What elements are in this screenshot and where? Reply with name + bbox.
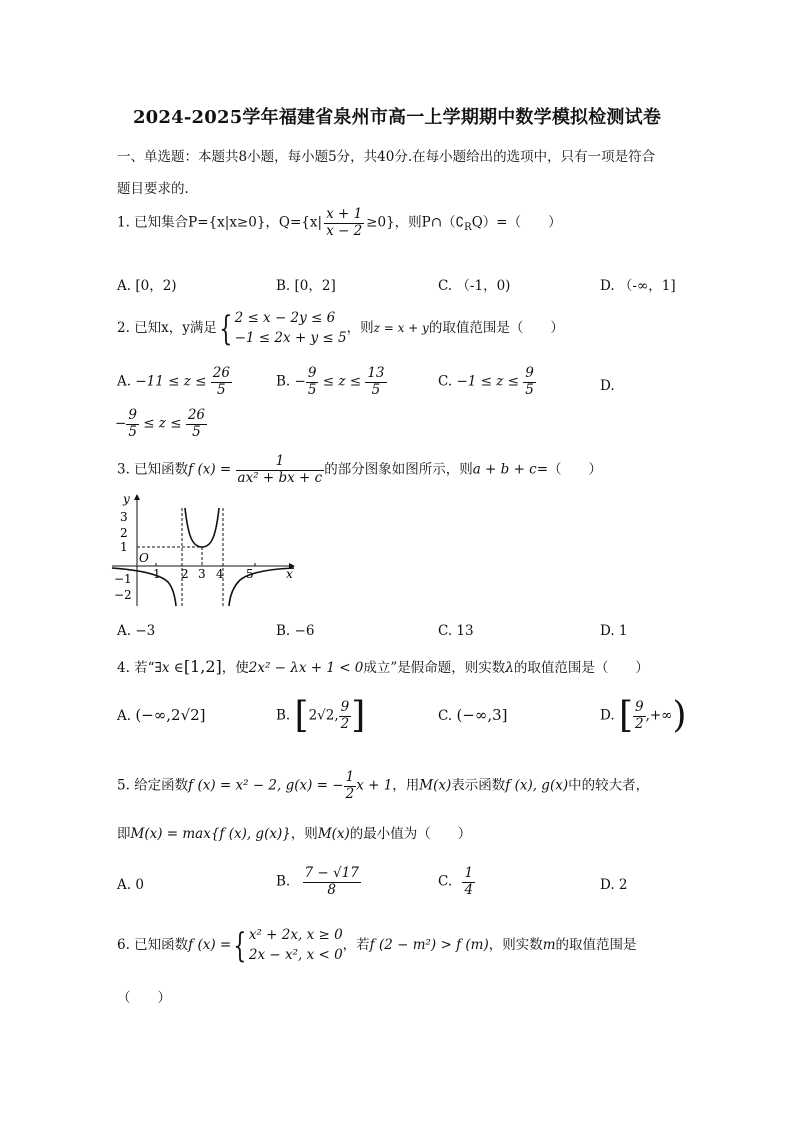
q4-option-d <box>600 695 687 736</box>
q2-option-d-num2: 26 <box>187 407 206 423</box>
q2-option-b <box>276 366 387 398</box>
q4-option-c-label: C. <box>438 708 453 724</box>
q2-expr: z = x + y <box>373 321 429 336</box>
q3-graph <box>110 490 300 610</box>
q5-line2-expr: M(x) = max{f (x), g(x)} <box>130 826 291 842</box>
q2-option-b-num1: 9 <box>307 365 317 381</box>
q2-option-b-num2: 13 <box>367 365 385 381</box>
q4-option-b-label: B. <box>276 707 291 724</box>
q3-y-tick-3: 3 <box>120 510 128 524</box>
q2-option-d-mid: ≤ z ≤ <box>143 415 182 432</box>
q6-case1: x² + 2x, x ≥ 0 <box>248 927 343 943</box>
q6-m: m <box>542 937 556 954</box>
q2-option-b-frac1 <box>306 366 319 398</box>
q3-suffix: 的部分图象如图所示，则 <box>324 461 473 478</box>
q4-option-b-lbracket: [ <box>294 695 309 736</box>
q4-lambda: λ <box>505 660 514 676</box>
q1-suffix: ≥0}，则P∩（∁ <box>366 214 465 231</box>
q1-fraction-num: x + 1 <box>326 206 363 222</box>
q2-prefix: 2. 已知x，y满足 <box>117 320 217 337</box>
q4-option-a <box>117 706 206 724</box>
q6-prefix: 6. 已知函数 <box>117 937 189 954</box>
section-instructions-line2: 题目要求的. <box>117 181 189 197</box>
q5-option-c-frac <box>462 866 475 898</box>
q1-sub: R <box>464 222 472 234</box>
q5-suffix2: 中的较大者， <box>568 777 650 794</box>
q3-option-a: A. −3 <box>117 623 156 639</box>
q6-case2: 2x − x², x < 0 <box>248 946 343 963</box>
q5-option-b-label: B. <box>276 873 291 890</box>
q3-option-b: B. −6 <box>276 623 315 639</box>
q5-prefix: 5. 给定函数 <box>117 777 189 794</box>
q5-functions: f (x) = x² − 2, g(x) = − <box>188 777 344 794</box>
q5-line2-pre: 即 <box>117 826 131 842</box>
q3-x-tick-1: 1 <box>153 567 161 581</box>
q4-ineq: 2x² − λx + 1 < 0 <box>248 660 364 676</box>
q4-option-b-rbracket: ] <box>351 695 366 736</box>
q3-x-tick-2: 2 <box>181 567 189 581</box>
q6-mid: ，若 <box>342 937 370 954</box>
question-1 <box>117 207 562 239</box>
q2-option-d-pre: − <box>115 415 127 432</box>
q1-option-d: D. （-∞，1] <box>600 278 676 294</box>
q6-suffix: ，则实数 <box>488 937 543 954</box>
q4-suffix: 成立”是假命题，则实数 <box>363 660 506 676</box>
q2-option-a-label: A. <box>117 373 132 390</box>
question-2 <box>117 309 564 348</box>
q4-option-b-pre: 2√2, <box>308 707 339 724</box>
q2-sys-line1: 2 ≤ x − 2y ≤ 6 <box>234 310 336 326</box>
q4-prefix: 4. 若“ <box>117 660 155 676</box>
q2-option-b-mid: ≤ z ≤ <box>322 373 362 390</box>
q3-option-c: C. 13 <box>438 623 474 639</box>
q4-end: 的取值范围是（ ） <box>513 660 649 676</box>
q3-prefix: 3. 已知函数 <box>117 461 189 478</box>
q3-option-d: D. 1 <box>600 623 628 639</box>
question-5-line2 <box>117 822 471 842</box>
q2-option-d-num1: 9 <box>128 407 137 423</box>
q4-option-d-lbracket: [ <box>618 695 633 736</box>
q2-option-a-pre: −11 ≤ z ≤ <box>135 373 207 390</box>
q5-fg: f (x), g(x) <box>505 777 569 794</box>
q4-option-d-post: ,+∞ <box>645 707 673 724</box>
q4-interval: [1,2] <box>183 657 222 676</box>
q3-fraction-num: 1 <box>236 454 325 471</box>
q3-y-tick-2: 2 <box>120 526 128 540</box>
q5-suffix1: 表示函数 <box>451 777 506 794</box>
q3-y-tick-1: 1 <box>120 540 128 554</box>
q5-option-b-den: 8 <box>327 881 336 898</box>
q2-option-a-num: 26 <box>212 365 230 381</box>
q4-option-c-value: (−∞,3] <box>456 706 508 724</box>
q2-option-c-num: 9 <box>525 365 534 381</box>
q3-curve-right <box>229 568 294 606</box>
q2-option-a-den: 5 <box>217 381 226 398</box>
q2-option-d-frac1 <box>126 408 139 440</box>
q5-option-c-num: 1 <box>464 865 474 881</box>
q4-option-b-frac <box>339 700 352 732</box>
q3-y-label: y <box>123 492 130 506</box>
q3-y-tick-neg1: −1 <box>114 572 132 586</box>
q1-option-b: B. [0，2] <box>276 278 336 294</box>
q2-option-c-frac <box>523 366 536 398</box>
q2-option-d-frac2 <box>186 408 207 440</box>
q2-option-c <box>438 366 536 398</box>
q4-option-a-value: (−∞,2√2] <box>135 706 206 724</box>
q4-option-d-frac <box>633 700 646 732</box>
q2-option-d <box>115 408 207 440</box>
section-instructions-line1: 一、单选题：本题共8小题，每小题5分，共40分.在每小题给出的选项中，只有一项是符合 <box>117 149 656 165</box>
q5-mid: ，用 <box>392 777 420 794</box>
q3-x-label: x <box>286 567 293 581</box>
q1-option-c: C. （-1，0) <box>438 278 511 294</box>
q3-end: =（ ） <box>536 461 603 478</box>
q3-expr: a + b + c <box>472 461 537 478</box>
q2-option-d-den2: 5 <box>192 423 201 440</box>
q6-ineq: f (2 − m²) > f (m) <box>369 937 489 954</box>
q5-option-c <box>438 866 475 898</box>
q4-mid: ，使 <box>221 660 249 676</box>
q2-option-d-den1: 5 <box>128 423 137 440</box>
q4-option-d-rparen: ) <box>672 695 687 736</box>
q2-mid: ，则 <box>346 320 374 337</box>
q3-x-tick-3: 3 <box>198 567 206 581</box>
q6-end: 的取值范围是 <box>555 937 637 954</box>
q5-line2-mid: ，则 <box>290 826 318 842</box>
q2-sys-line2: −1 ≤ 2x + y ≤ 5 <box>234 329 347 346</box>
q5-option-b <box>276 866 361 898</box>
question-3 <box>117 454 602 486</box>
q5-option-d: D. 2 <box>600 877 628 893</box>
q4-option-d-label: D. <box>600 707 615 724</box>
q4-option-b <box>276 695 366 736</box>
q2-option-c-pre: −1 ≤ z ≤ <box>456 373 519 390</box>
q3-curve-middle <box>185 508 219 547</box>
q2-option-c-label: C. <box>438 373 453 390</box>
q5-option-b-num: 7 − √17 <box>304 865 359 881</box>
q2-option-b-pre: − <box>294 373 306 390</box>
q4-option-c <box>438 706 508 724</box>
q6-cases <box>249 926 343 965</box>
q2-option-b-frac2 <box>365 366 386 398</box>
q2-option-a <box>117 366 232 398</box>
q4-option-a-label: A. <box>117 708 132 724</box>
q1-fraction <box>324 207 364 239</box>
question-5 <box>117 770 649 802</box>
q3-x-tick-4: 4 <box>216 567 224 581</box>
q6-brace: { <box>233 925 247 966</box>
q2-option-a-frac <box>211 366 232 398</box>
q5-M: M(x) <box>419 777 452 794</box>
q2-suffix: 的取值范围是（ ） <box>428 320 564 337</box>
question-4 <box>117 656 649 676</box>
q5-option-a: A. 0 <box>117 877 144 893</box>
q4-option-b-num: 9 <box>340 698 350 715</box>
q2-option-d-label: D. <box>600 378 615 394</box>
q5-line2-end: 的最小值为（ ） <box>349 826 472 842</box>
q2-option-c-den: 5 <box>525 381 534 398</box>
q2-system <box>235 309 347 348</box>
q1-option-a: A. [0，2) <box>117 278 177 294</box>
q1-fraction-den: x − 2 <box>326 222 363 239</box>
q5-fraction-num: 1 <box>345 769 355 785</box>
q4-option-d-den: 2 <box>634 715 644 732</box>
q1-prefix: 1. 已知集合P={x|x≥0}，Q={x| <box>117 214 323 231</box>
q5-functions-end: x + 1 <box>356 777 393 794</box>
q4-option-b-den: 2 <box>340 715 350 732</box>
q5-option-c-den: 4 <box>464 881 474 898</box>
q5-fraction <box>344 770 357 802</box>
q2-brace: { <box>219 308 233 349</box>
q2-option-b-label: B. <box>276 373 291 390</box>
q5-option-c-label: C. <box>438 873 453 890</box>
q5-option-b-frac <box>303 866 361 898</box>
q4-exists: ∃x ∈ <box>154 660 184 676</box>
question-6 <box>117 926 637 965</box>
q1-end: Q）=（ ） <box>471 214 562 231</box>
q3-y-tick-neg2: −2 <box>114 588 132 602</box>
q3-fraction <box>236 454 325 486</box>
q2-option-b-den1: 5 <box>307 381 317 398</box>
q3-x-tick-5: 5 <box>246 567 254 581</box>
q6-answer-bracket: （ ） <box>117 990 171 1006</box>
q3-origin-label: O <box>139 551 149 565</box>
q6-fx: f (x) = <box>188 937 232 954</box>
q4-option-d-num: 9 <box>634 698 644 715</box>
page-title: 2024-2025学年福建省泉州市高一上学期期中数学模拟检测试卷 <box>132 107 662 128</box>
q3-fraction-den: ax² + bx + c <box>237 469 323 486</box>
q2-option-b-den2: 5 <box>371 381 381 398</box>
q5-line2-M: M(x) <box>317 826 350 842</box>
q5-fraction-den: 2 <box>345 785 355 802</box>
q3-fx: f (x) = <box>188 461 232 478</box>
